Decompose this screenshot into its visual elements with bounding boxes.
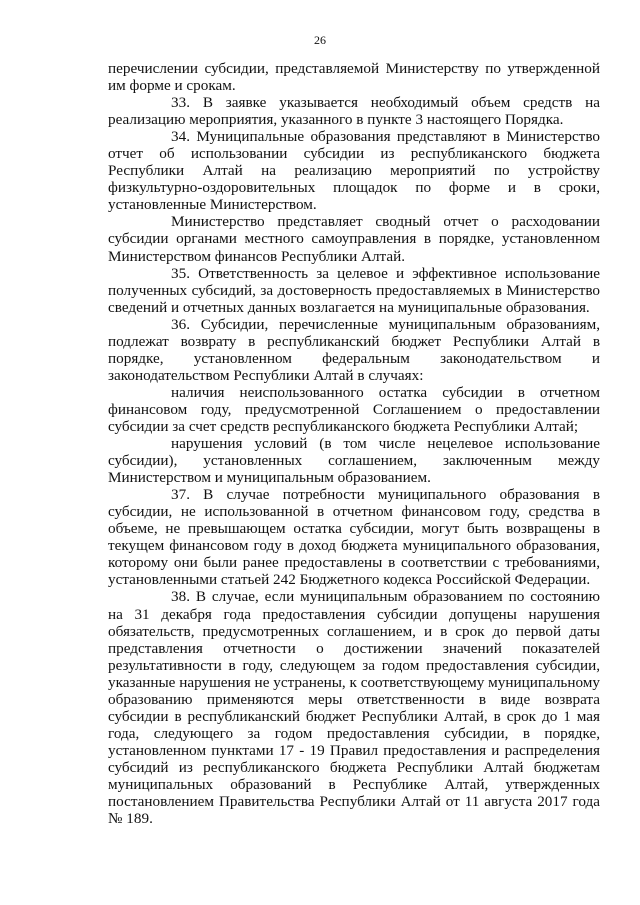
paragraph-37: 37. В случае потребности муниципального образования в субсидии, не использованной в отчетном финансовом году, средства в объеме, не превышающем остатка субсидии, могут быть возвращены в текущем финансовом году в доход бюджета муниципального образования, которому они были ранее предоставлены в соответствии с требованиями, установленными статьей 242 Бюджетного кодекса Российской Федерации.: [108, 486, 600, 589]
paragraph-35: 35. Ответственность за целевое и эффективное использование полученных субсидий, за достоверность предоставляемых в Министерство сведений и отчетных данных возлагается на муниципальные образования.: [108, 264, 600, 316]
paragraph-36-case-unused-balance: наличия неиспользованного остатка субсидии в отчетном финансовом году, предусмотренной Соглашением о предоставлении субсидии за счет средств республиканского бюджета Республики Алтай;: [108, 383, 600, 435]
paragraph-continuation: перечислении субсидии, представляемой Министерству по утвержденной им форме и срокам.: [108, 60, 600, 95]
document-body: [108, 60, 600, 827]
paragraph-36-case-violation: нарушения условий (в том числе нецелевое использование субсидии), установленных соглашением, заключенным между Министерством и муниципальным образованием.: [108, 435, 600, 487]
page-number: 26: [314, 33, 326, 47]
paragraph-36: 36. Субсидии, перечисленные муниципальным образованиям, подлежат возврату в республиканский бюджет Республики Алтай в порядке, установленном федеральным законодательством и законодательством Республики Алтай в случаях:: [108, 315, 600, 384]
paragraph-34: 34. Муниципальные образования представляют в Министерство отчет об использовании субсидии из республиканского бюджета Республики Алтай на реализацию мероприятий по устройству физкультурно-оздоровительных площадок по форме и в сроки, установленные Министерством.: [108, 128, 600, 214]
paragraph-33: 33. В заявке указывается необходимый объем средств на реализацию мероприятия, указанного в пункте 3 настоящего Порядка.: [108, 94, 600, 129]
paragraph-38: 38. В случае, если муниципальным образованием по состоянию на 31 декабря года предоставления субсидии допущены нарушения обязательств, предусмотренных соглашением, и в срок до первой даты представления отчетности о достижении значений показателей результативности в году, следующем за годом предоставления субсидии, указанные нарушения не устранены, к соответствующему муниципальному образованию применяются меры ответственности в виде возврата субсидии в республиканский бюджет Республики Алтай, в срок до 1 мая года, следующего за годом предоставления субсидии, в порядке, установленном пунктами 17 - 19 Правил предоставления и распределения субсидий из республиканского бюджета Республики Алтай бюджетам муниципальных образований в Республике Алтай, утвержденных постановлением Правительства Республики Алтай от 11 августа 2017 года № 189.: [108, 588, 600, 828]
paragraph-ministry-report: Министерство представляет сводный отчет о расходовании субсидии органами местного самоуправления в порядке, установленном Министерством финансов Республики Алтай.: [108, 213, 600, 265]
